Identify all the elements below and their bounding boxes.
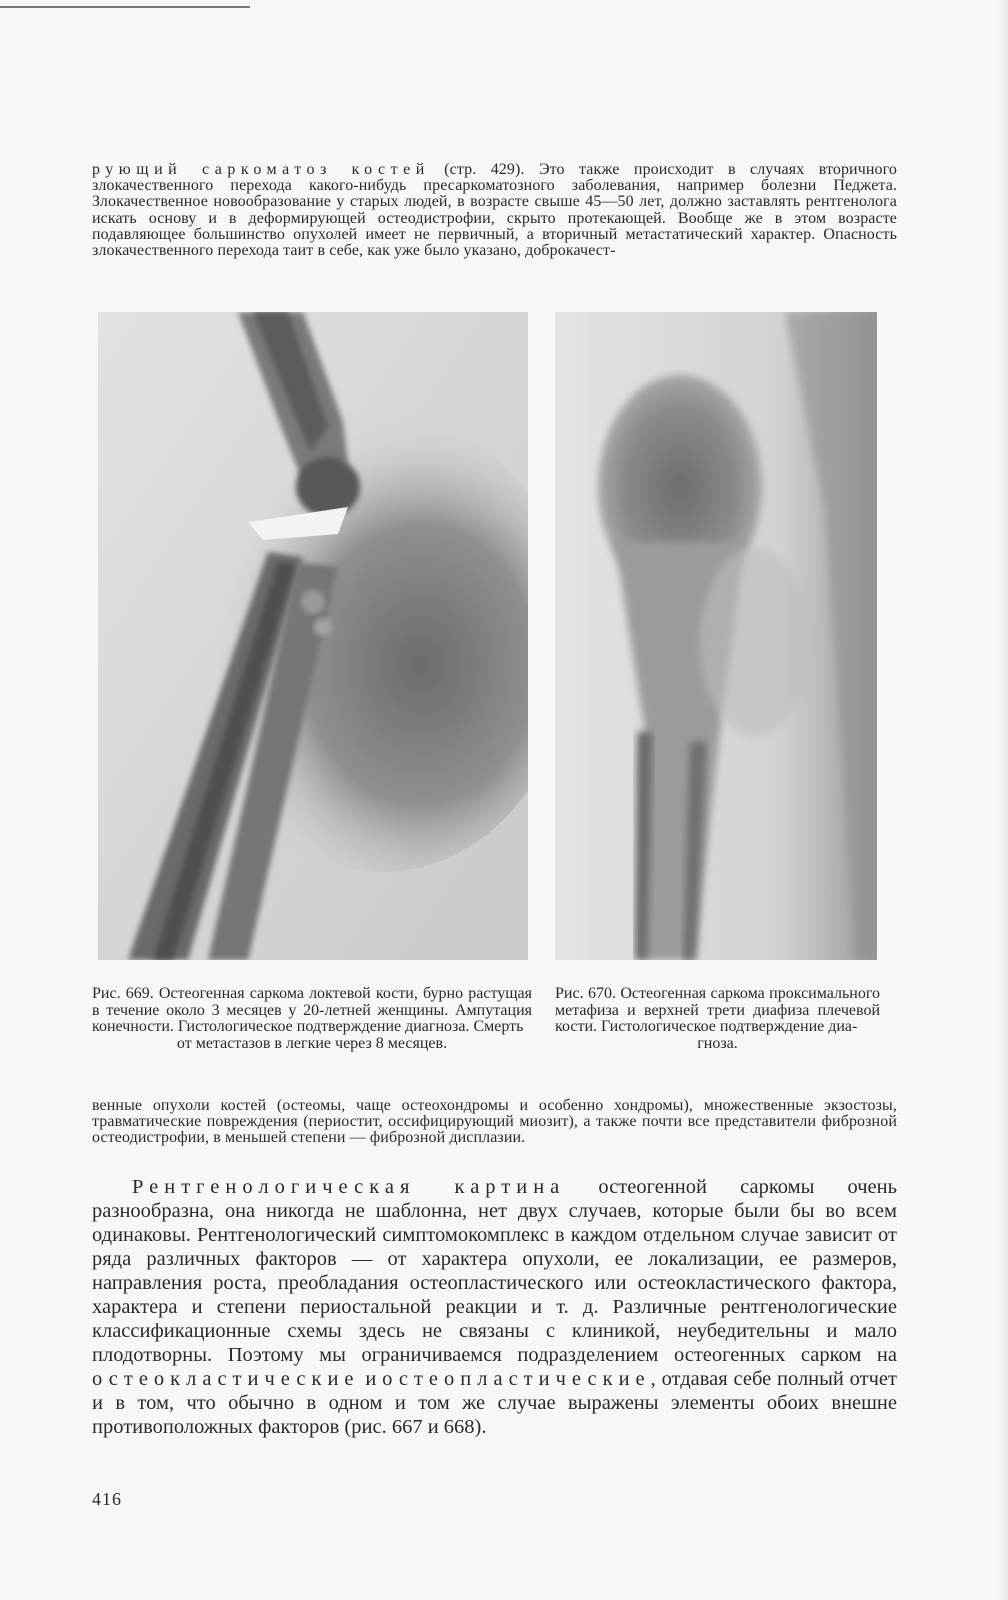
paragraph-after-figures: венные опухоли костей (остеомы, чаще остеохондромы и особенно хондромы), множественные экзостозы, травматические повреждения (периостит, оссифицирующий миозит), а также почти все представители фиброзной остеодистрофии, в меньшей степени — фиброзной дисплазии. (92, 1097, 897, 1147)
spaced-osteoclastic: остеокластические (92, 1368, 360, 1390)
caption-669-main: Рис. 669. Остеогенная саркома локтевой кости, бурно растущая в течение около 3 месяцев у 20-летней женщины. Ампутация конечности. Гистологическое подтверждение диагноза. Смерть (92, 985, 532, 1035)
paragraph-main (92, 1175, 897, 1439)
scan-edge-line (0, 6, 250, 8)
caption-670-main: Рис. 670. Остеогенная саркома проксимального метафиза и верхней трети диафиза плечевой кости. Гистологическое подтверждение диа- (555, 985, 880, 1035)
caption-669-last-line: от метастазов в легкие через 8 месяцев. (176, 1034, 448, 1052)
figure-670-xray (555, 312, 877, 960)
figure-669-xray (98, 312, 528, 960)
and-word: и (359, 1368, 383, 1390)
spaced-emphasis: рующий саркоматоз костей (92, 161, 430, 178)
paragraph-top-text: (стр. 429). Это также происходит в случаях вторичного злокачественного перехода какого-нибудь пресаркоматозного заболевания, например болезни Педжета. Злокачественное новообразование у старых людей, в возрасте свыше 45—50 лет, должно заставлять рентгенолога искать основу и в деформирующей остеодистрофии, скрыто протекающей. Вообще же в этом возрасте подавляющее большинство опухолей имеет не первичный, а вторичный метастатический характер. Опасность злокачественного перехода таит в себе, как уже было указано, доброкачест- (92, 161, 897, 260)
caption-670-last-line: гноза. (697, 1034, 738, 1052)
spaced-lead: Рентгенологическая картина (132, 1176, 566, 1198)
humerus-xray-image (555, 312, 877, 960)
paragraph-main-text-1: остеогенной саркомы очень разнообразна, она никогда не шаблонна, нет двух случаев, которые были бы во всем одинаковы. Рентгенологический симптомокомплекс в каждом отдельном случае зависит от ряда различных факторов — от характера опухоли, ее локализации, ее размеров, направления роста, преобладания остеопластического или остеокластического фактора, характера и степени периостальной реакции и т. д. Различные рентгенологические классификационные схемы здесь не связаны с клиникой, неубедительны и мало плодотворны. Поэтому мы ограничиваемся подразделением остеогенных сарком на (92, 1176, 897, 1366)
elbow-xray-image (98, 312, 528, 960)
spaced-osteoplastic: остеопластические (382, 1368, 651, 1390)
paragraph-main-text-2: , отдавая себе полный отчет и в том, что обычно в одном и том же случае выражены элементы обоих внешне противоположных факторов (рис. 667 и 668). (92, 1368, 897, 1438)
figure-670-caption (555, 986, 880, 1052)
figure-669-caption (92, 986, 532, 1052)
paragraph-top (92, 162, 897, 259)
page-edge-shadow (998, 0, 1008, 1600)
page-number: 416 (92, 1489, 122, 1509)
